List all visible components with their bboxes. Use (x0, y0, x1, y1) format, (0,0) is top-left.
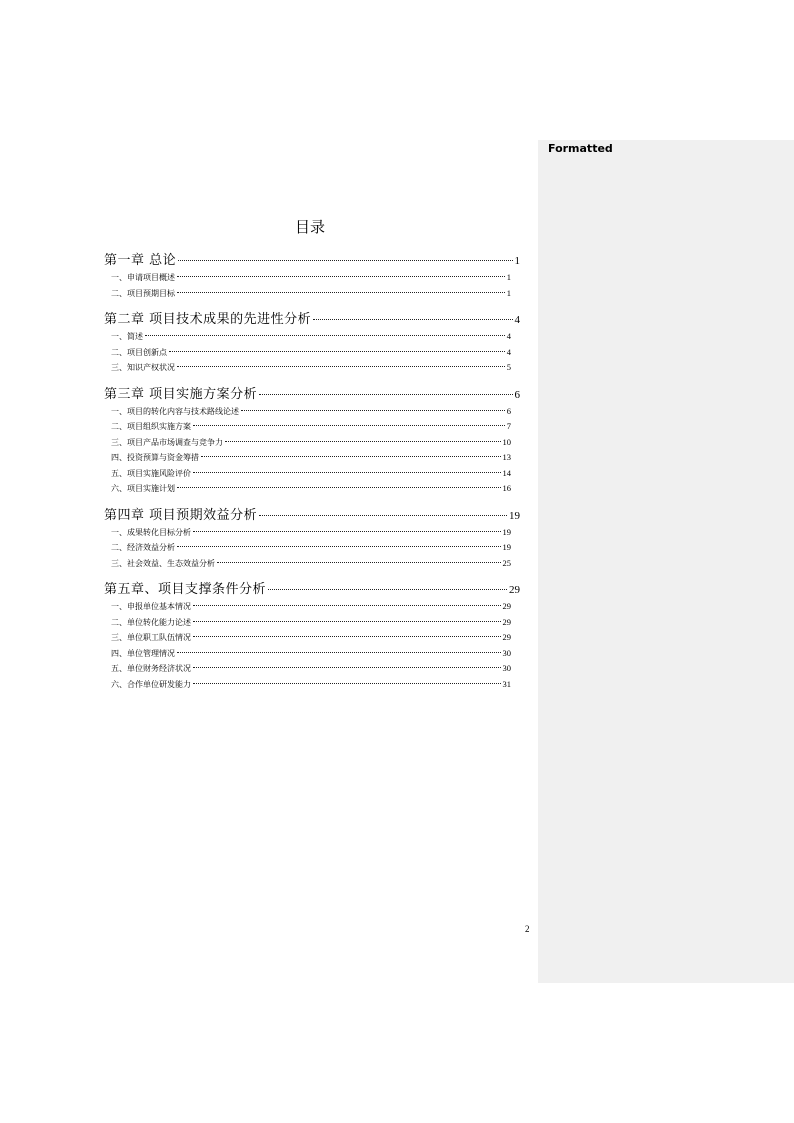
toc-leader-dots (193, 621, 501, 622)
toc-section-page: 19 (502, 526, 511, 537)
toc-section-page: 4 (506, 331, 511, 341)
toc-leader-dots (193, 531, 501, 532)
toc-leader-dots (177, 292, 505, 293)
toc-section-label: 二、项目组织实施方案 (111, 422, 191, 431)
toc-leader-dots (193, 472, 501, 473)
toc-section-entry[interactable] (104, 525, 511, 541)
toc-section-entry[interactable] (104, 615, 511, 631)
toc-section-entry[interactable] (104, 661, 511, 677)
toc-section-page: 16 (502, 483, 511, 493)
toc-section-label: 四、单位管理情况 (111, 648, 175, 658)
toc-section-entry[interactable] (104, 646, 511, 662)
toc-section-entry[interactable] (104, 404, 511, 420)
toc-section-page: 29 (502, 616, 511, 627)
toc-section-entry[interactable] (104, 345, 511, 361)
toc-section-page: 1 (506, 272, 511, 282)
toc-section-entry[interactable] (104, 481, 511, 497)
toc-chapter-page: 6 (514, 388, 520, 401)
toc-leader-dots (259, 394, 512, 395)
toc-chapter-page: 1 (514, 255, 520, 267)
toc-leader-dots (177, 546, 501, 547)
toc-section-page: 10 (502, 436, 511, 447)
toc-chapter-label: 第四章 项目预期效益分析 (104, 507, 258, 523)
toc-section-page: 19 (502, 542, 511, 552)
toc-section-label: 六、项目实施计划 (111, 484, 175, 493)
toc-leader-dots (193, 636, 501, 637)
toc-section-entry[interactable] (104, 540, 511, 556)
toc-section-label: 一、项目的转化内容与技术路线论述 (111, 406, 239, 416)
toc-section-entry[interactable] (104, 419, 511, 435)
toc-section-label: 五、单位财务经济状况 (111, 664, 191, 673)
toc-leader-dots (145, 335, 505, 336)
toc-chapter-entry[interactable] (104, 581, 520, 599)
toc-section-entry[interactable] (104, 270, 511, 286)
toc-section-label: 三、知识产权状况 (111, 363, 175, 372)
toc-spacer (104, 376, 520, 386)
toc-section-label: 一、简述 (111, 332, 143, 341)
toc-chapter-entry[interactable] (104, 386, 520, 404)
toc-section-entry[interactable] (104, 677, 511, 693)
toc-section-page: 1 (506, 287, 511, 298)
toc-section-page: 30 (502, 647, 511, 658)
toc-leader-dots (313, 319, 512, 320)
toc-spacer (104, 301, 520, 311)
toc-chapter-label: 第三章 项目实施方案分析 (104, 386, 258, 402)
page-number: 2 (525, 924, 530, 934)
toc-section-page: 14 (502, 467, 511, 478)
toc-chapter-entry[interactable] (104, 507, 520, 525)
toc-chapter-page: 19 (509, 509, 520, 522)
toc-spacer (104, 497, 520, 507)
toc-section-entry[interactable] (104, 556, 511, 572)
toc-leader-dots (177, 652, 501, 653)
toc-leader-dots (193, 605, 501, 606)
toc-section-page: 4 (506, 346, 511, 357)
toc-leader-dots (178, 260, 512, 261)
toc-leader-dots (268, 589, 507, 590)
toc-leader-dots (259, 515, 507, 516)
toc-leader-dots (177, 366, 505, 367)
toc-section-page: 5 (506, 362, 511, 372)
toc-spacer (104, 571, 520, 581)
toc-leader-dots (225, 441, 501, 442)
toc-title: 目录 (294, 218, 325, 236)
toc-chapter-label: 第五章、项目支撑条件分析 (104, 582, 267, 597)
toc-section-page: 31 (502, 678, 511, 689)
toc-chapter-entry[interactable] (104, 252, 520, 270)
toc-section-page: 29 (502, 632, 511, 642)
toc-leader-dots (193, 683, 501, 684)
toc-section-label: 三、项目产品市场调查与竞争力 (111, 437, 223, 447)
toc-leader-dots (177, 276, 505, 277)
toc-section-entry[interactable] (104, 599, 511, 615)
toc-chapter-entry[interactable] (104, 311, 520, 329)
toc-section-page: 7 (506, 421, 511, 431)
toc-section-page: 6 (506, 405, 511, 416)
toc-section-entry[interactable] (104, 435, 511, 451)
toc-section-entry[interactable] (104, 329, 511, 345)
toc-section-label: 三、社会效益、生态效益分析 (111, 558, 215, 568)
toc-leader-dots (241, 410, 505, 411)
toc-leader-dots (169, 351, 505, 352)
toc-section-entry[interactable] (104, 286, 511, 302)
toc-leader-dots (201, 456, 501, 457)
toc-section-label: 一、申报单位基本情况 (111, 602, 191, 611)
toc-section-label: 二、单位转化能力论述 (111, 617, 191, 627)
toc-section-page: 25 (502, 557, 511, 568)
toc-chapter-label: 第二章 项目技术成果的先进性分析 (104, 312, 312, 327)
toc-section-label: 二、项目创新点 (111, 347, 167, 357)
toc-section-label: 四、投资预算与资金筹措 (111, 453, 199, 462)
toc-section-entry[interactable] (104, 360, 511, 376)
toc-section-label: 六、合作单位研发能力 (111, 679, 191, 689)
toc-section-label: 一、成果转化目标分析 (111, 527, 191, 537)
comment-pane-label: Formatted (548, 142, 613, 155)
toc-chapter-page: 29 (509, 584, 520, 596)
toc-leader-dots (193, 667, 501, 668)
toc-section-page: 29 (502, 601, 511, 611)
table-of-contents (104, 252, 520, 692)
toc-leader-dots (177, 487, 501, 488)
toc-section-page: 13 (502, 452, 511, 462)
toc-leader-dots (193, 425, 505, 426)
toc-chapter-label: 第一章 总论 (104, 253, 177, 268)
toc-section-entry[interactable] (104, 630, 511, 646)
toc-section-label: 三、单位职工队伍情况 (111, 633, 191, 642)
toc-section-label: 五、项目实施风险评价 (111, 468, 191, 478)
toc-section-entry[interactable] (104, 466, 511, 482)
toc-leader-dots (217, 562, 501, 563)
toc-section-page: 30 (502, 663, 511, 673)
toc-chapter-page: 4 (514, 314, 520, 326)
toc-section-entry[interactable] (104, 450, 511, 466)
toc-section-label: 一、申请项目概述 (111, 273, 175, 282)
toc-section-label: 二、项目预期目标 (111, 288, 175, 298)
comment-pane (538, 140, 794, 983)
toc-section-label: 二、经济效益分析 (111, 543, 175, 552)
